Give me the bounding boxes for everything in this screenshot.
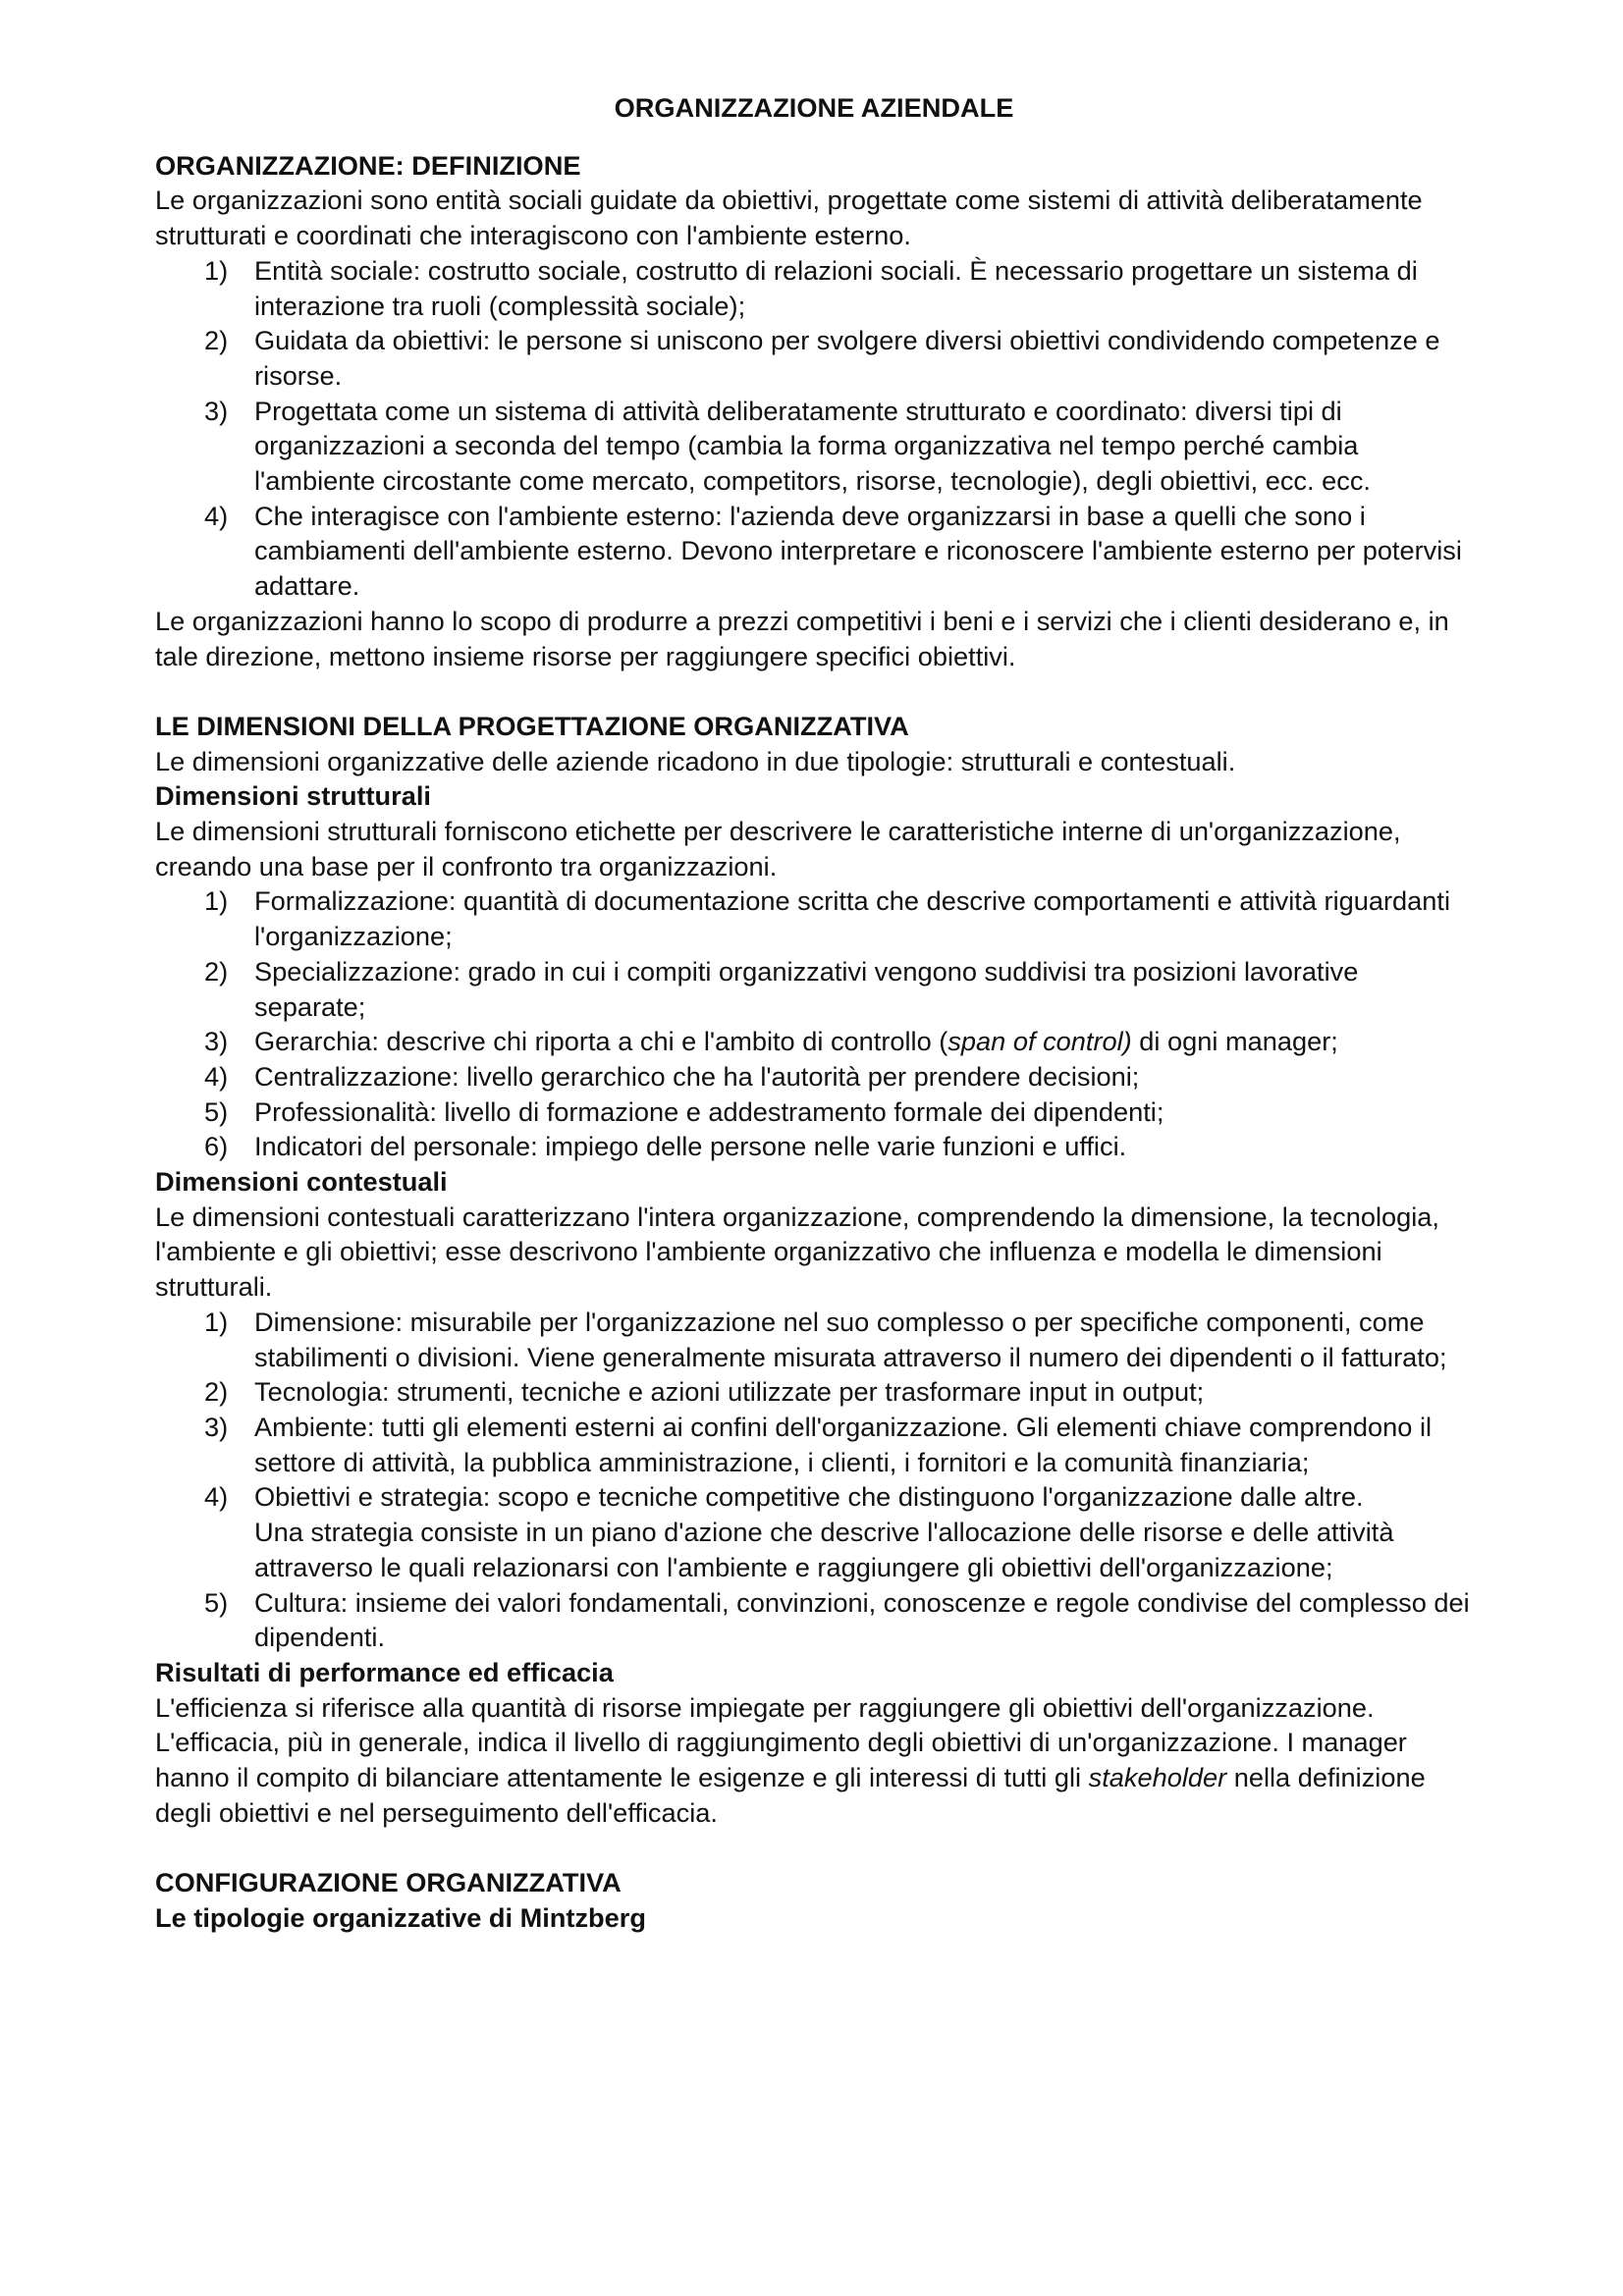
list-item-text-after: di ogni manager; <box>1131 1026 1338 1057</box>
list-item-text-before: Gerarchia: descrive chi riporta a chi e l'ambito di controllo ( <box>254 1026 948 1057</box>
list-number: 3) <box>204 395 229 426</box>
paragraph: Le organizzazioni hanno lo scopo di produrre a prezzi competitivi i beni e i servizi che i clienti desiderano e, in tale direzione, mettono insieme risorse per raggiungere specifici obiettivi. <box>155 605 1449 671</box>
list-number: 1) <box>204 885 229 917</box>
list-item <box>155 394 1473 499</box>
list-item-text: Professionalità: livello di formazione e addestramento formale dei dipendenti; <box>254 1095 1164 1127</box>
list-item <box>155 1410 1473 1479</box>
list-item-text: Progettata come un sistema di attività deliberatamente strutturato e coordinato: diversi tipi di organizzazioni a seconda del tempo (cambia la forma organizzativa nel tempo perché cambia l'ambiente circostante come mercato, competitors, risorse, tecnologie), degli obiettivi, ecc. ecc. <box>254 395 1371 497</box>
section-definizione <box>155 148 1473 674</box>
paragraph-text-after: nella definizione degli obiettivi e nel perseguimento dell'efficacia. <box>155 1762 1426 1828</box>
list-item <box>155 1095 1473 1130</box>
list-number: 5) <box>204 1586 229 1618</box>
subsection-heading: Risultati di performance ed efficacia <box>155 1656 614 1687</box>
list-item-text: Ambiente: tutti gli elementi esterni ai confini dell'organizzazione. Gli elementi chiave comprendono il settore di attività, la pubblica amministrazione, i clienti, i fornitori e la comunità finanziaria; <box>254 1412 1433 1477</box>
list-item <box>155 253 1473 323</box>
list-item <box>155 1059 1473 1095</box>
list-number: 3) <box>204 1412 229 1442</box>
subsection-heading: Le tipologie organizzative di Mintzberg <box>155 1901 646 1933</box>
numbered-list <box>155 1305 1473 1655</box>
list-item <box>155 323 1473 393</box>
section-heading: LE DIMENSIONI DELLA PROGETTAZIONE ORGANIZZATIVA <box>155 710 909 741</box>
list-number: 1) <box>204 254 229 286</box>
paragraph: Le dimensioni contestuali caratterizzano l'intera organizzazione, comprendendo la dimensione, la tecnologia, l'ambiente e gli obiettivi; esse descrivono l'ambiente organizzativo che influenza e modella le dimensioni strutturali. <box>155 1201 1439 1303</box>
list-number: 2) <box>204 1376 229 1408</box>
paragraph-italic: stakeholder <box>1088 1762 1227 1793</box>
list-item <box>155 499 1473 604</box>
paragraph: Le dimensioni organizzative delle aziende ricadono in due tipologie: strutturali e contestuali. <box>155 745 1236 776</box>
list-item <box>155 1129 1473 1164</box>
list-item-extra-text: Una strategia consiste in un piano d'azione che descrive l'allocazione delle risorse e delle attività attraverso le quali relazionarsi con l'ambiente e raggiungere gli obiettivi dell'organizzazione; <box>254 1517 1394 1582</box>
list-number: 4) <box>204 1481 229 1513</box>
list-item <box>155 1479 1473 1584</box>
numbered-list <box>155 253 1473 604</box>
list-item-text: Dimensione: misurabile per l'organizzazione nel suo complesso o per specifiche componenti, come stabilimenti o divisioni. Viene generalmente misurata attraverso il numero dei dipendenti o il fatturato; <box>254 1306 1447 1372</box>
list-item-italic: span of control) <box>947 1026 1132 1057</box>
list-number: 3) <box>204 1026 229 1057</box>
section-heading: CONFIGURAZIONE ORGANIZZATIVA <box>155 1867 622 1898</box>
paragraph <box>155 1690 1473 1831</box>
list-number: 1) <box>204 1306 229 1337</box>
list-item <box>155 954 1473 1024</box>
list-item <box>155 1585 1473 1655</box>
list-item-text: Obiettivi e strategia: scopo e tecniche competitive che distinguono l'organizzazione dalle altre. <box>254 1481 1364 1513</box>
list-item <box>155 1374 1473 1410</box>
list-number: 4) <box>204 1060 229 1092</box>
list-number: 4) <box>204 500 229 531</box>
list-item <box>155 1305 1473 1374</box>
document-page <box>155 90 1473 1936</box>
list-item-text: Cultura: insieme dei valori fondamentali, convinzioni, conoscenze e regole condivise del complesso dei dipendenti. <box>254 1586 1470 1653</box>
list-item-text: Specializzazione: grado in cui i compiti organizzativi vengono suddivisi tra posizioni lavorative separate; <box>254 955 1359 1022</box>
list-number: 2) <box>204 955 229 987</box>
list-number: 5) <box>204 1095 229 1127</box>
paragraph: Le organizzazioni sono entità sociali guidate da obiettivi, progettate come sistemi di attività deliberatamente strutturati e coordinati che interagiscono con l'ambiente esterno. <box>155 185 1423 251</box>
list-item-text: Che interagisce con l'ambiente esterno: l'azienda deve organizzarsi in base a quelli che sono i cambiamenti dell'ambiente esterno. Devono interpretare e riconoscere l'ambiente esterno per potervisi adattare. <box>254 500 1462 602</box>
list-number: 2) <box>204 325 229 356</box>
paragraph: Le dimensioni strutturali forniscono etichette per descrivere le caratteristiche interne di un'organizzazione, creando una base per il confronto tra organizzazioni. <box>155 816 1401 881</box>
list-item <box>155 883 1473 953</box>
subsection-heading: Dimensioni contestuali <box>155 1166 448 1198</box>
list-item-text: Guidata da obiettivi: le persone si uniscono per svolgere diversi obiettivi condividendo competenze e risorse. <box>254 325 1440 391</box>
section-configurazione <box>155 1865 1473 1935</box>
list-item-text: Tecnologia: strumenti, tecniche e azioni utilizzate per trasformare input in output; <box>254 1376 1205 1408</box>
list-item-text: Indicatori del personale: impiego delle persone nelle varie funzioni e uffici. <box>254 1131 1127 1162</box>
list-item <box>155 1024 1473 1059</box>
section-dimensioni <box>155 709 1473 1831</box>
list-number: 6) <box>204 1131 229 1162</box>
section-heading: ORGANIZZAZIONE: DEFINIZIONE <box>155 149 581 181</box>
subsection-heading: Dimensioni strutturali <box>155 780 431 812</box>
list-item-text: Formalizzazione: quantità di documentazione scritta che descrive comportamenti e attività riguardanti l'organizzazione; <box>254 885 1450 952</box>
paragraph-text-before: L'efficienza si riferisce alla quantità di risorse impiegate per raggiungere gli obiettivi dell'organizzazione. L'efficacia, più in generale, indica il livello di raggiungimento degli obiettivi di un'organizzazione. I manager hanno il compito di bilanciare attentamente le esigenze e gli interessi di tutti gli <box>155 1691 1407 1793</box>
document-title: ORGANIZZAZIONE AZIENDALE <box>614 92 1014 123</box>
list-item-text: Entità sociale: costrutto sociale, costrutto di relazioni sociali. È necessario progettare un sistema di interazione tra ruoli (complessità sociale); <box>254 254 1418 321</box>
numbered-list <box>155 883 1473 1164</box>
list-item-text: Centralizzazione: livello gerarchico che ha l'autorità per prendere decisioni; <box>254 1060 1140 1092</box>
